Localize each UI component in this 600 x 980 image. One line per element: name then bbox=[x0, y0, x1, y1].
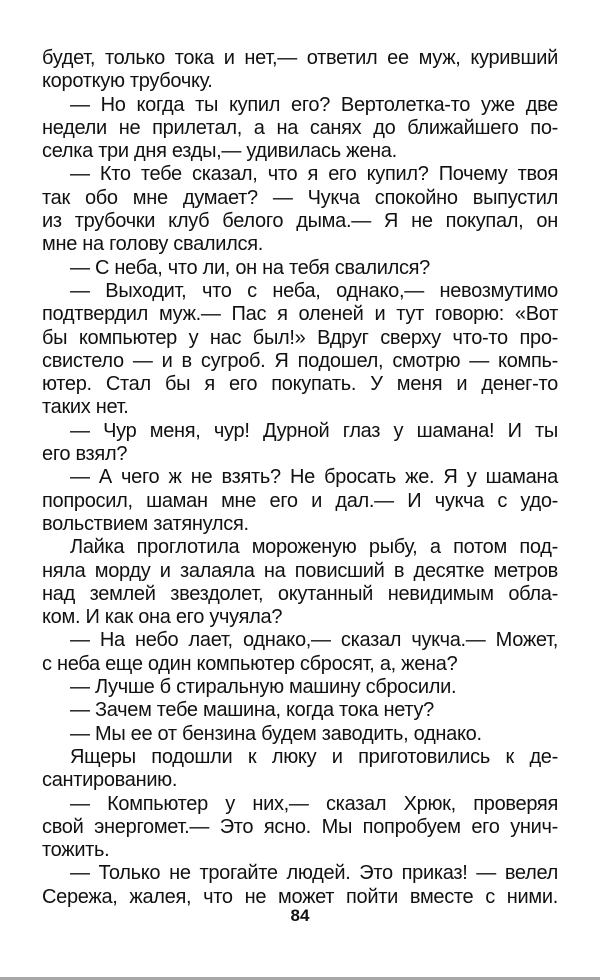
book-page-text bbox=[42, 47, 558, 909]
text-line: — Компьютер у них,— сказал Хрюк, проверяя bbox=[70, 792, 558, 815]
text-line: таких нет. bbox=[42, 396, 129, 419]
text-line: — А чего ж не взять? Не бросать же. Я у шамана bbox=[70, 466, 558, 489]
text-line: его взял? bbox=[42, 443, 128, 466]
text-line: Ящеры подошли к люку и приготовились к де- bbox=[70, 745, 558, 768]
text-line: — Только не трогайте людей. Это приказ! — велел bbox=[70, 862, 558, 885]
text-line: недели не прилетал, а на санях до ближайшего по- bbox=[42, 116, 558, 139]
text-line: — На небо лает, однако,— сказал чукча.— Может, bbox=[70, 629, 558, 652]
text-line: ютер. Стал бы я его покупать. У меня и денег-то bbox=[42, 373, 558, 396]
text-line: — Зачем тебе машина, когда тока нету? bbox=[70, 699, 434, 722]
text-line: тожить. bbox=[42, 839, 110, 862]
text-line: попросил, шаман мне его и дал.— И чукча с удо- bbox=[42, 489, 558, 512]
text-line: с неба еще один компьютер сбросят, а, жена? bbox=[42, 652, 458, 675]
text-line: — Лучше б стиральную машину сбросили. bbox=[70, 676, 457, 699]
text-line: Лайка проглотила мороженую рыбу, а потом под- bbox=[70, 536, 558, 559]
text-line: мне на голову свалился. bbox=[42, 233, 264, 256]
text-line: свой энергомет.— Это ясно. Мы попробуем его унич- bbox=[42, 815, 558, 838]
text-line: подтвердил муж.— Пас я оленей и тут говорю: «Вот bbox=[42, 303, 558, 326]
text-line: — Но когда ты купил его? Вертолетка-то уже две bbox=[70, 93, 558, 116]
text-line: Сережа, жалея, что не может пойти вместе с ними. bbox=[42, 885, 558, 908]
text-line: так обо мне думает? — Чукча спокойно выпустил bbox=[42, 186, 558, 209]
text-line: — Мы ее от бензина будем заводить, однако. bbox=[70, 722, 482, 745]
text-line: короткую трубочку. bbox=[42, 70, 213, 93]
text-line: ком. И как она его учуяла? bbox=[42, 606, 283, 629]
text-line: будет, только тока и нет,— ответил ее муж, куривший bbox=[42, 47, 558, 69]
page-number: 84 bbox=[290, 906, 310, 925]
text-line: свистело — и в сугроб. Я подошел, смотрю — компь- bbox=[42, 349, 558, 372]
text-line: няла морду и залаяла на повисший в десятке метров bbox=[42, 559, 558, 582]
text-line: — С неба, что ли, он на тебя свалился? bbox=[70, 256, 430, 279]
text-line: бы компьютер у нас был!» Вдруг сверху что-то про- bbox=[42, 326, 558, 349]
text-line: из трубочки клуб белого дыма.— Я не покупал, он bbox=[42, 210, 558, 233]
text-line: сантированию. bbox=[42, 769, 178, 792]
text-line: — Чур меня, чур! Дурной глаз у шамана! И ты bbox=[70, 419, 558, 442]
text-line: вольствием затянулся. bbox=[42, 512, 249, 535]
text-line: селка три дня езды,— удивилась жена. bbox=[42, 140, 397, 163]
text-line: — Кто тебе сказал, что я его купил? Почему твоя bbox=[70, 163, 558, 186]
text-line: — Выходит, что с неба, однако,— невозмутимо bbox=[70, 279, 558, 302]
text-line: над землей звездолет, окутанный невидимым обла- bbox=[42, 582, 558, 605]
